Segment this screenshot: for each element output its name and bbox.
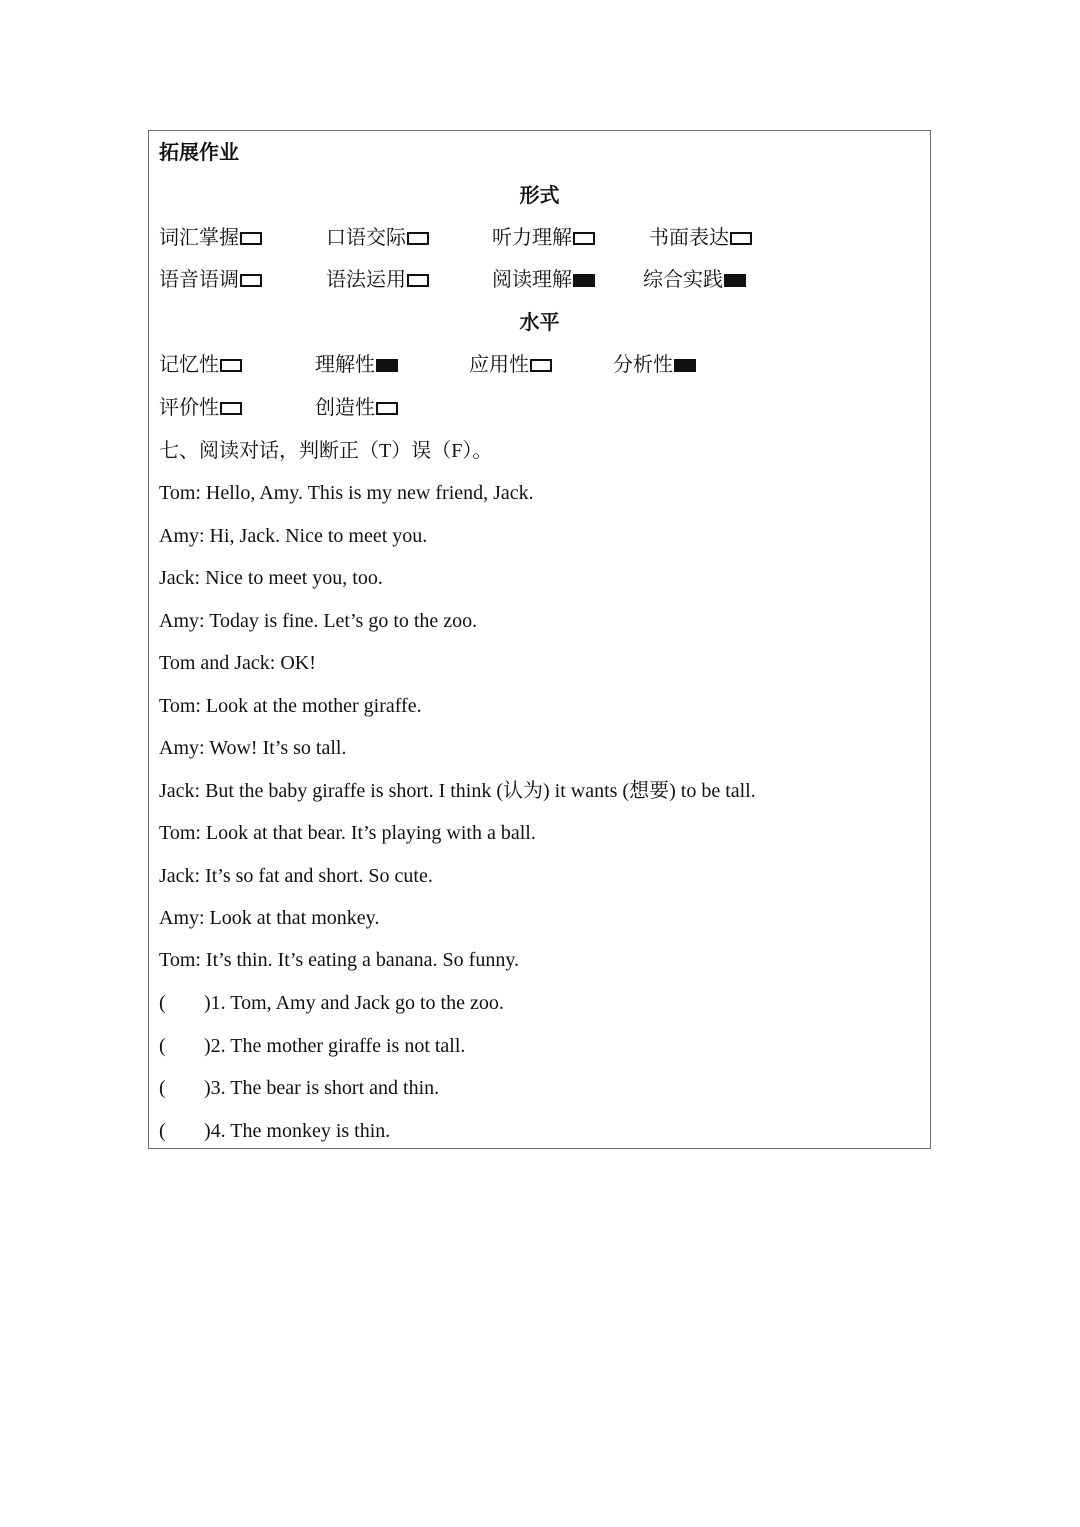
question-item: ( )1. Tom, Amy and Jack go to the zoo. <box>159 992 504 1014</box>
dialogue-line: Amy: Today is fine. Let’s go to the zoo. <box>159 610 478 632</box>
form-option-grammar: 语法运用 <box>326 268 429 292</box>
checkbox-icon <box>674 359 696 372</box>
form-option-writing: 书面表达 <box>649 226 752 250</box>
question-item: ( )2. The mother giraffe is not tall. <box>159 1035 466 1057</box>
checkbox-icon <box>240 232 262 245</box>
checkbox-icon <box>573 232 595 245</box>
checkbox-icon <box>407 274 429 287</box>
checkbox-icon <box>724 274 746 287</box>
form-option-vocabulary: 词汇掌握 <box>159 226 262 250</box>
form-option-oral: 口语交际 <box>326 226 429 250</box>
homework-sheet <box>148 130 931 1149</box>
level-option-analysis: 分析性 <box>613 353 696 377</box>
dialogue-line: Amy: Look at that monkey. <box>159 907 380 929</box>
form-option-reading: 阅读理解 <box>492 268 595 292</box>
dialogue-line: Jack: It’s so fat and short. So cute. <box>159 865 433 887</box>
form-option-practice: 综合实践 <box>643 268 746 292</box>
exercise-instruction: 七、阅读对话，判断正（T）误（F）。 <box>159 440 493 462</box>
checkbox-icon <box>220 359 242 372</box>
checkbox-icon <box>530 359 552 372</box>
level-option-memory: 记忆性 <box>159 353 242 377</box>
level-option-application: 应用性 <box>469 353 552 377</box>
checkbox-icon <box>407 232 429 245</box>
question-item: ( )3. The bear is short and thin. <box>159 1077 440 1099</box>
question-item: ( )4. The monkey is thin. <box>159 1120 391 1142</box>
dialogue-line: Tom: Look at the mother giraffe. <box>159 695 422 717</box>
level-option-evaluation: 评价性 <box>159 396 242 420</box>
checkbox-icon <box>573 274 595 287</box>
level-option-comprehension: 理解性 <box>315 353 398 377</box>
checkbox-icon <box>240 274 262 287</box>
dialogue-line: Jack: But the baby giraffe is short. I think (认为) it wants (想要) to be tall. <box>159 780 756 802</box>
dialogue-line: Tom and Jack: OK! <box>159 652 316 674</box>
level-heading: 水平 <box>519 312 560 334</box>
answer-blank[interactable]: ( <box>159 992 166 1014</box>
dialogue-line: Jack: Nice to meet you, too. <box>159 567 383 589</box>
checkbox-icon <box>376 402 398 415</box>
form-option-listening: 听力理解 <box>492 226 595 250</box>
answer-blank[interactable]: ( <box>159 1120 166 1142</box>
answer-blank[interactable]: ( <box>159 1077 166 1099</box>
dialogue-line: Tom: It’s thin. It’s eating a banana. So funny. <box>159 949 520 971</box>
dialogue-line: Tom: Hello, Amy. This is my new friend, Jack. <box>159 482 534 504</box>
dialogue-line: Tom: Look at that bear. It’s playing with a ball. <box>159 822 536 844</box>
section-title: 拓展作业 <box>159 142 239 164</box>
form-option-pronunciation: 语音语调 <box>159 268 262 292</box>
checkbox-icon <box>376 359 398 372</box>
dialogue-line: Amy: Hi, Jack. Nice to meet you. <box>159 525 428 547</box>
answer-blank[interactable]: ( <box>159 1035 166 1057</box>
checkbox-icon <box>220 402 242 415</box>
dialogue-line: Amy: Wow! It’s so tall. <box>159 737 347 759</box>
checkbox-icon <box>730 232 752 245</box>
form-heading: 形式 <box>519 185 560 207</box>
level-option-creation: 创造性 <box>315 396 398 420</box>
